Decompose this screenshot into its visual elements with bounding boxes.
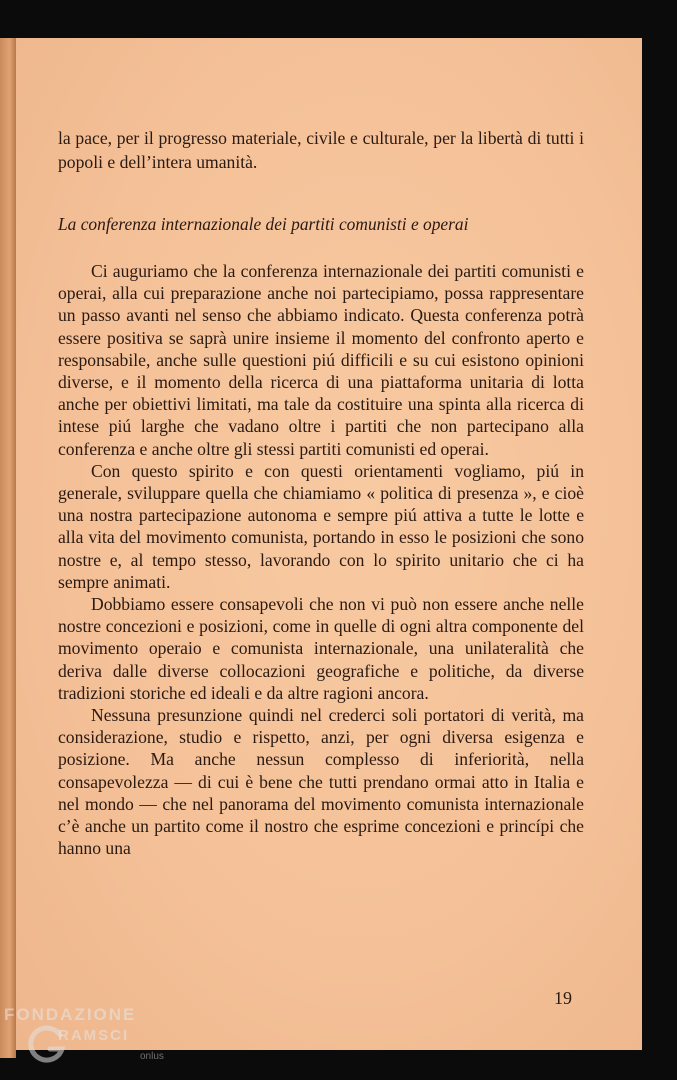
body-text — [58, 260, 584, 859]
intro-paragraph: la pace, per il progresso materiale, civile e culturale, per la libertà di tutti i popoli e dell’intera umanità. — [58, 128, 584, 172]
fondazione-gramsci-watermark — [4, 1003, 174, 1075]
book-spine — [0, 38, 16, 1058]
watermark-line2: RAMSCI — [58, 1027, 130, 1044]
watermark-suffix: onlus — [140, 1051, 164, 1062]
paragraph: Con questo spirito e con questi orientamenti vogliamo, piú in generale, sviluppare quella che chiamiamo « politica di presenza », e cioè una nostra partecipazione autonoma e sempre piú attiva a tutte le lotte e alla vita del movimento comunista, portando in esso le posizioni che sono nostre e, al tempo stesso, lavorando con lo spirito unitario che ci ha sempre animati. — [58, 460, 584, 592]
paragraph: Dobbiamo essere consapevoli che non vi può non essere anche nelle nostre concezioni e posizioni, come in quelle di ogni altra componente del movimento operaio e comunista internazionale, una unilateralità che deriva dalle diverse collocazioni geografiche e politiche, da diverse tradizioni storiche ed ideali e da altre ragioni ancora. — [58, 594, 584, 703]
section-heading: La conferenza internazionale dei partiti comunisti e operai — [58, 214, 469, 234]
page-number: 19 — [554, 988, 572, 1008]
book-page — [16, 38, 642, 1050]
watermark-line1: FONDAZIONE — [4, 1005, 137, 1024]
paragraph: Ci auguriamo che la conferenza internazionale dei partiti comunisti e operai, alla cui preparazione anche noi partecipiamo, possa rappresentare un passo avanti nel senso che abbiamo indicato. Questa conferenza potrà essere positiva se saprà unire insieme il momento del confronto aperto e responsabile, anche sulle questioni piú difficili e su cui esistono opinioni diverse, e il momento della ricerca di una piattaforma unitaria di lotta anche per obiettivi limitati, ma tale da costituire una spinta alla ricerca di intese piú larghe che vadano oltre i partiti che non partecipano alla conferenza e anche oltre gli stessi partiti comunisti ed operai. — [58, 261, 584, 459]
paragraph: Nessuna presunzione quindi nel crederci soli portatori di verità, ma considerazione, studio e rispetto, anzi, per ogni diversa esigenza e posizione. Ma anche nessun complesso di inferiorità, nella consapevolezza — di cui è bene che tutti prendano ormai atto in Italia e nel mondo — che nel panorama del movimento comunista internazionale c’è anche un partito come il nostro che esprime concezioni e princípi che hanno una — [58, 705, 584, 859]
